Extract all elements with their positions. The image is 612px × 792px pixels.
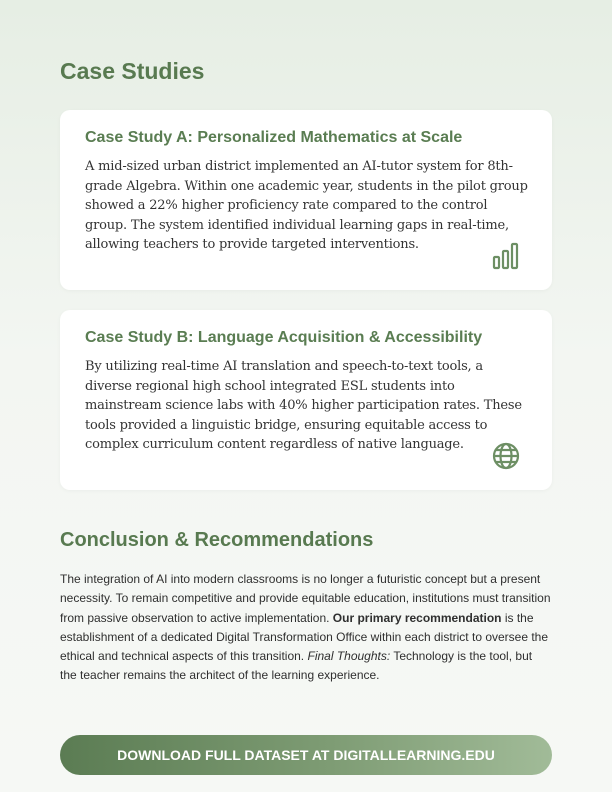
case-study-card-b [60, 310, 552, 490]
conclusion-bold: Our primary recommendation [332, 610, 502, 625]
section-title-conclusion: Conclusion & Recommendations [60, 529, 374, 551]
section-title-case-studies: Case Studies [60, 58, 205, 84]
case-study-card-a [60, 110, 552, 290]
globe-icon [492, 442, 520, 470]
conclusion-text: is the establishment of a dedicated Digital Transformation Office within each district to oversee the ethical and technical aspects of this transition. [60, 610, 549, 664]
conclusion-text: The integration of AI into modern classrooms is no longer a futuristic concept but a present necessity. To remain competitive and provide equitable education, institutions must transition from passive observation to active implementation. [60, 572, 551, 625]
conclusion-paragraph [60, 570, 552, 686]
final-thoughts-label: Final Thoughts: [307, 649, 391, 664]
case-study-title: Case Study A: Personalized Mathematics at Scale [85, 129, 463, 146]
case-study-body: A mid-sized urban district implemented an AI-tutor system for 8th-grade Algebra. Within one academic year, students in the pilot group showed a 22% higher proficiency rate compared to the control group. The system identified individual learning gaps in real-time, allowing teachers to provide targeted interventions. [85, 159, 528, 252]
case-study-title: Case Study B: Language Acquisition & Accessibility [85, 329, 483, 346]
case-study-body: By utilizing real-time AI translation and speech-to-text tools, a diverse regional high school integrated ESL students into mainstream science labs with 40% higher participation rates. These tools provided a linguistic bridge, ensuring equitable access to complex curriculum content regardless of native language. [85, 359, 522, 452]
bar-chart-icon [492, 242, 520, 270]
download-dataset-button[interactable]: DOWNLOAD FULL DATASET AT DIGITALLEARNING.EDU [60, 735, 552, 775]
conclusion-text: Technology is the tool, but the teacher remains the architect of the learning experience. [60, 649, 533, 683]
